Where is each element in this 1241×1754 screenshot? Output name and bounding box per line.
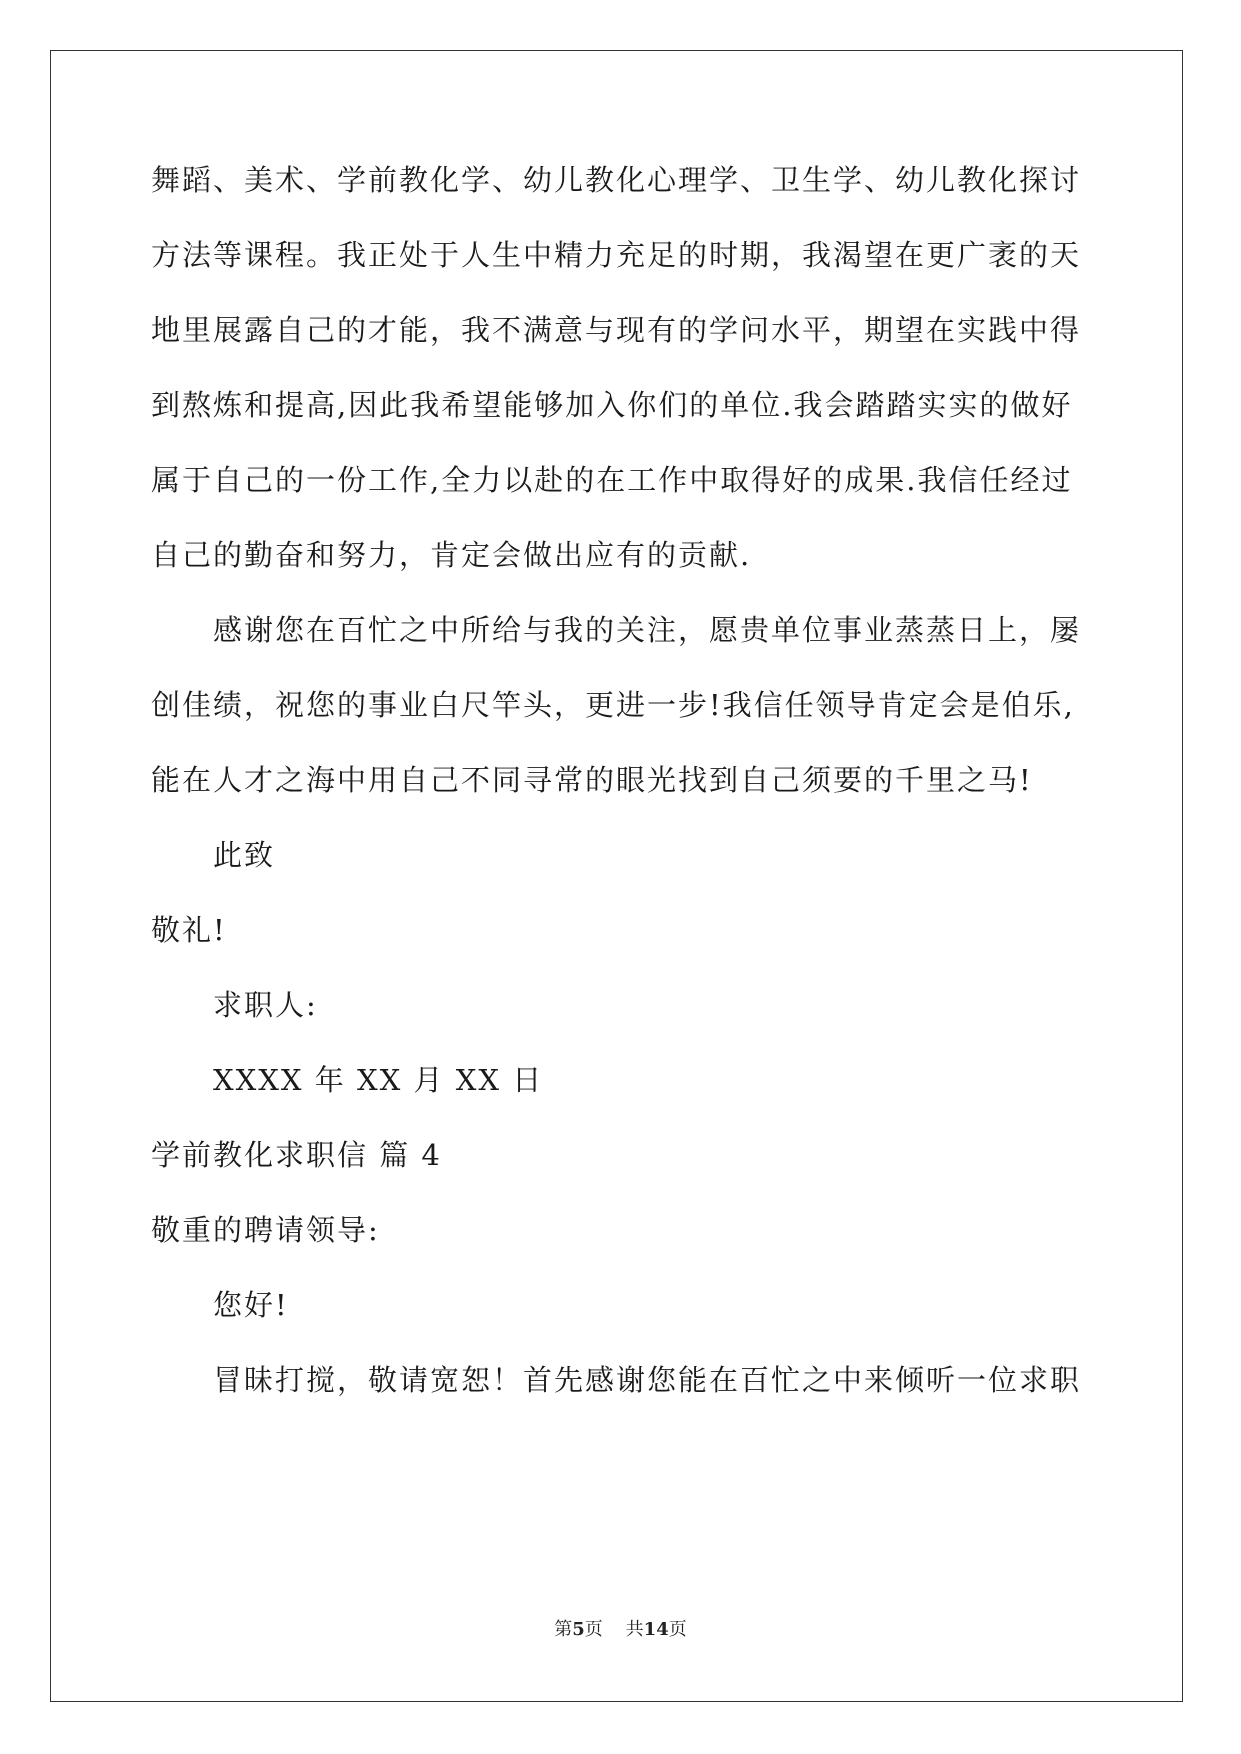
page-suffix: 页 (584, 1619, 603, 1640)
total-prefix: 共 (625, 1619, 644, 1640)
page-footer (0, 1618, 1241, 1642)
closing-regards: 敬礼! (151, 913, 227, 947)
applicant-label: 求职人: (213, 988, 318, 1022)
total-pages: 14 (643, 1619, 669, 1640)
total-suffix: 页 (668, 1619, 687, 1640)
body-line-5: 属于自己的一份工作,全力以赴的在工作中取得好的成果.我信任经过 (151, 463, 1073, 497)
page-number: 5 (572, 1619, 585, 1640)
body-line-7: 感谢您在百忙之中所给与我的关注，愿贵单位事业蒸蒸日上，屡 (213, 613, 1082, 647)
page-border (50, 50, 1183, 1702)
body-line-6: 自己的勤奋和努力，肯定会做出应有的贡献. (151, 538, 752, 572)
body-line-3: 地里展露自己的才能，我不满意与现有的学问水平，期望在实践中得 (151, 313, 1082, 347)
body-line-4: 到熬炼和提高,因此我希望能够加入你们的单位.我会踏踏实实的做好 (151, 388, 1073, 422)
body-line-8: 创佳绩，祝您的事业白尺竿头，更进一步!我信任领导肯定会是伯乐, (151, 688, 1075, 722)
body-line-1: 舞蹈、美术、学前教化学、幼儿教化心理学、卫生学、幼儿教化探讨 (151, 163, 1082, 197)
letter-date: XXXX 年 XX 月 XX 日 (213, 1063, 544, 1097)
hello-line: 您好! (213, 1288, 289, 1322)
closing-salutation: 此致 (213, 838, 276, 872)
body-line-17: 冒昧打搅，敬请宽恕！首先感谢您能在百忙之中来倾听一位求职 (213, 1363, 1082, 1397)
body-line-2: 方法等课程。我正处于人生中精力充足的时期，我渴望在更广袤的天 (151, 238, 1082, 272)
page-prefix: 第 (554, 1619, 573, 1640)
letter-greeting: 敬重的聘请领导: (151, 1213, 380, 1247)
section-heading: 学前教化求职信 篇 4 (151, 1138, 442, 1172)
body-line-9: 能在人才之海中用自己不同寻常的眼光找到自己须要的千里之马! (151, 763, 1033, 797)
